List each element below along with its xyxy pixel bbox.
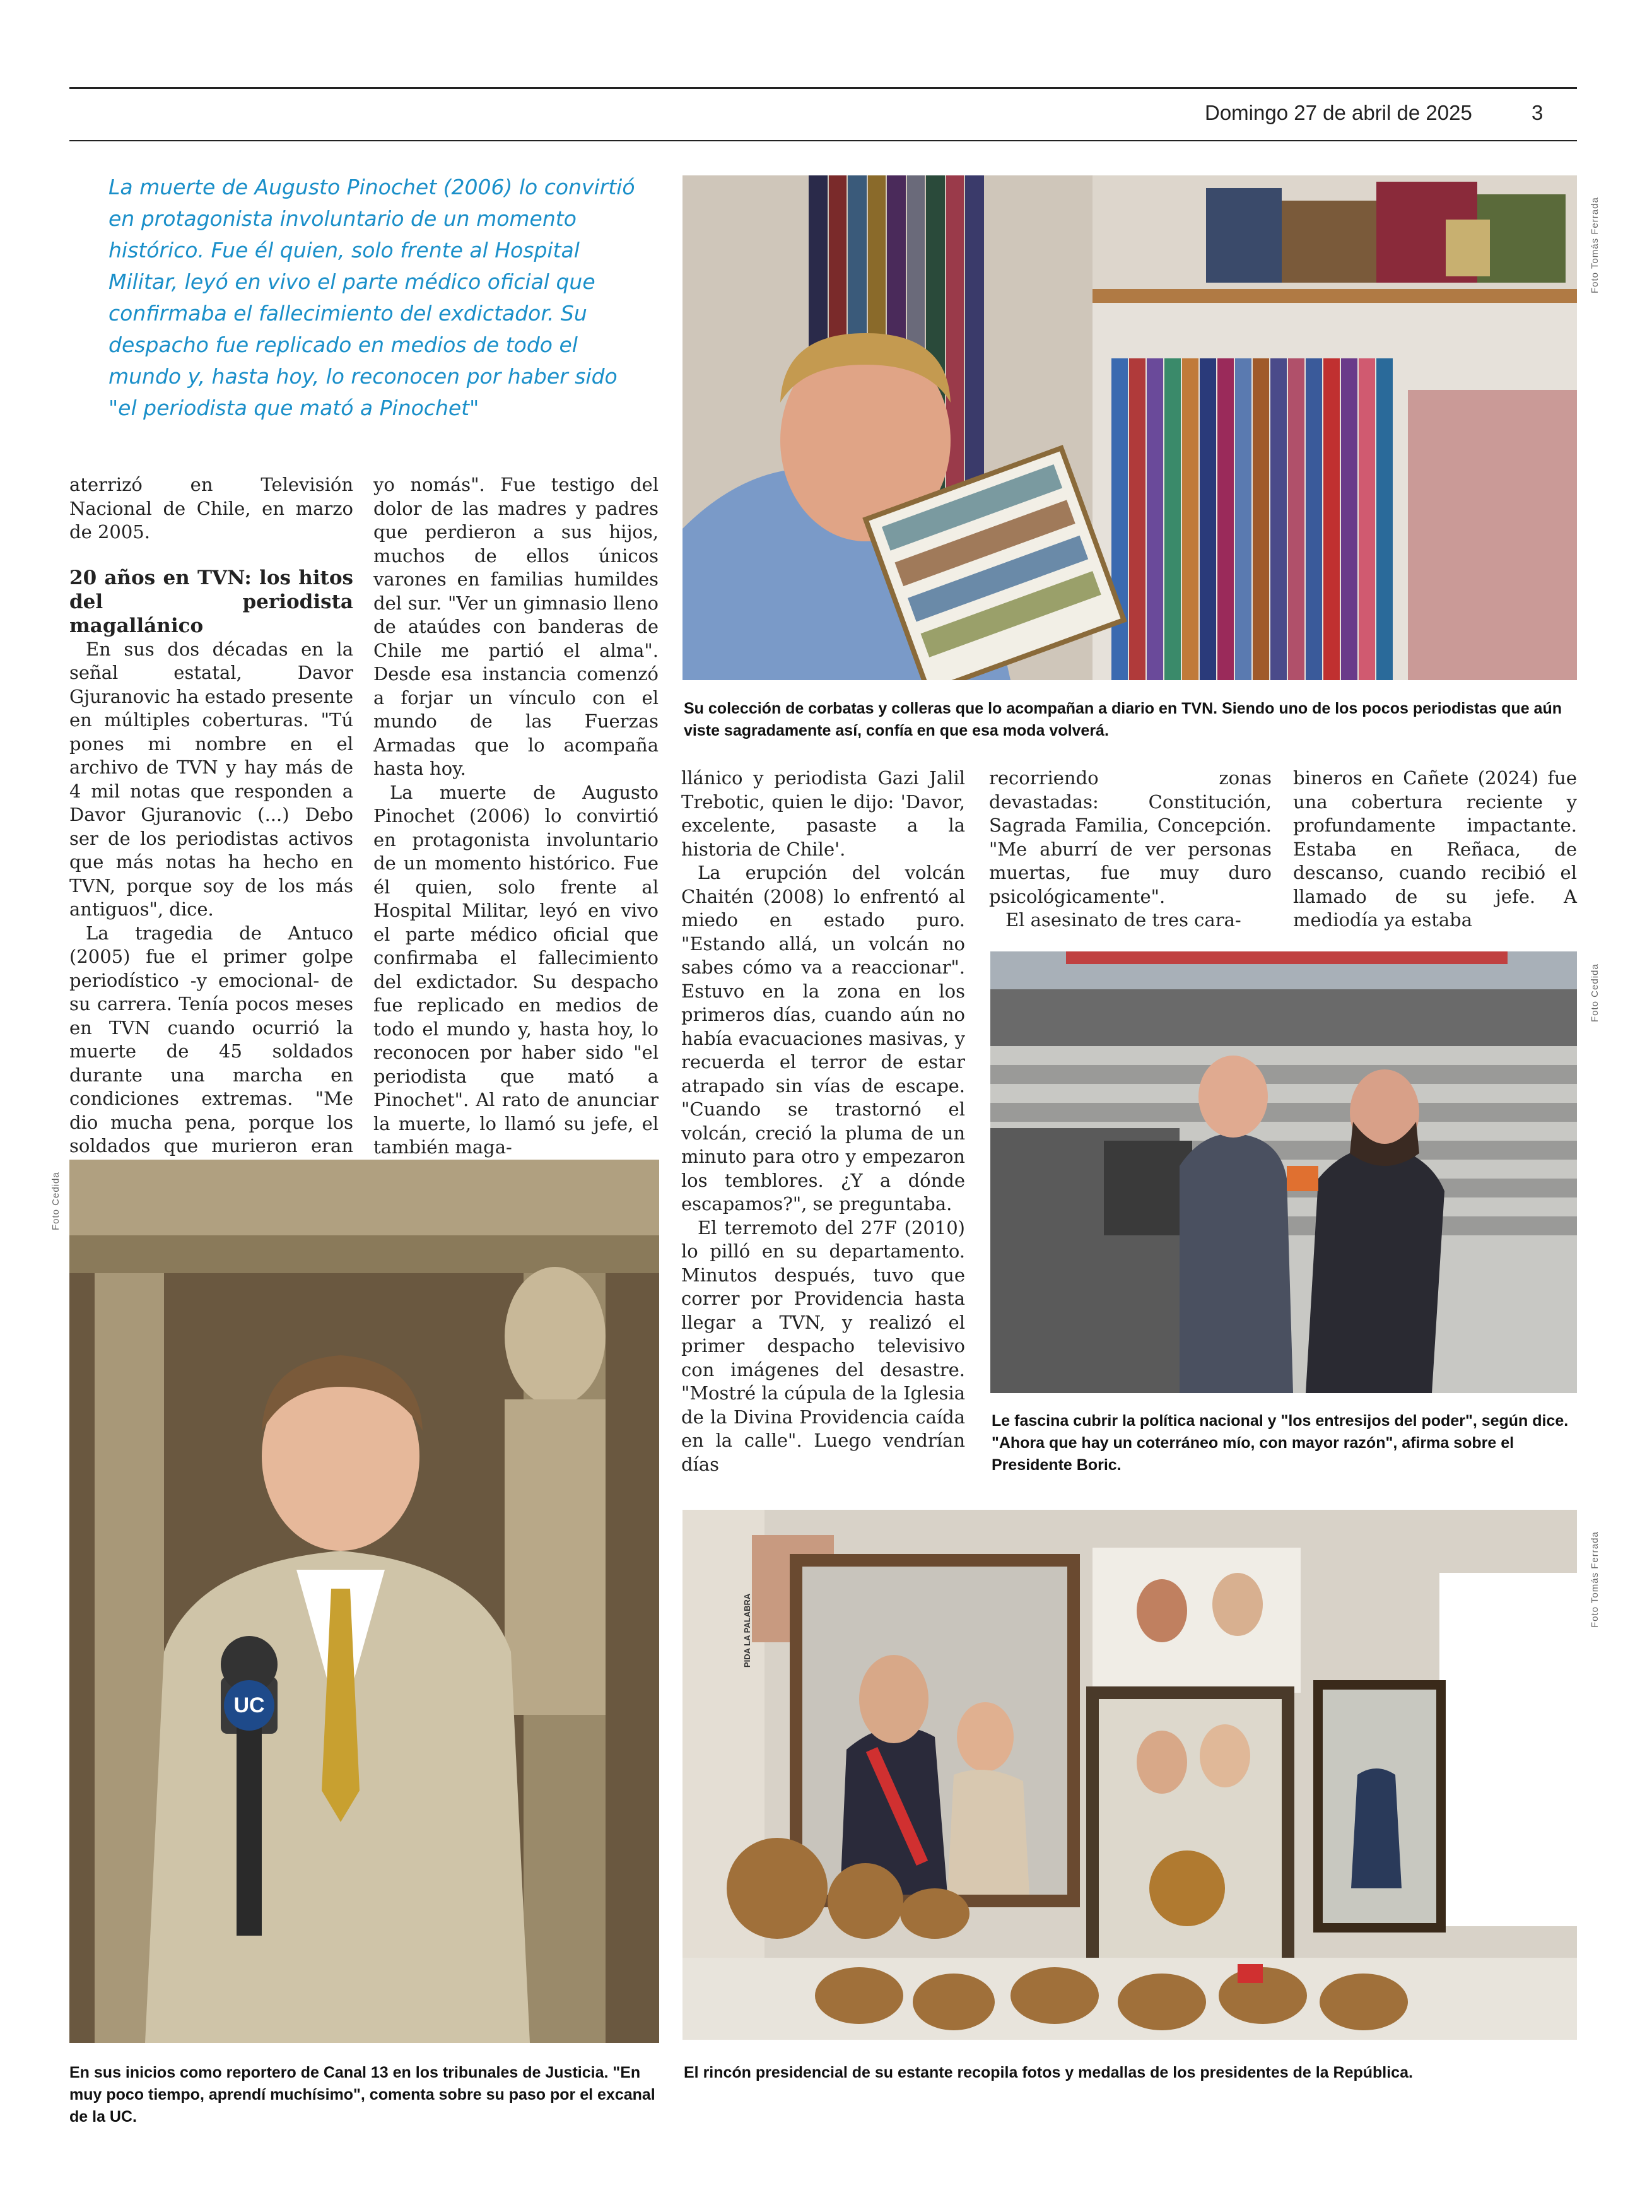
photo-ties-collection: [682, 175, 1577, 680]
photo-credit: Foto Cedida: [1590, 963, 1600, 1022]
article-paragraph: llánico y periodista Gazi Jalil Trebotic, quien le dijo: 'Davor, excelente, pasaste a la historia de Chile'.: [681, 767, 965, 860]
photo-credit: Foto Cedida: [50, 1172, 61, 1230]
article-subhead: 20 años en TVN: los hitos del periodista magallánico: [69, 566, 353, 637]
top-rule: [69, 87, 1577, 89]
article-paragraph: En sus dos décadas en la señal estatal, Davor Gjuranovic ha estado presente en múltiples coberturas. "Tú pones mi nombre en el archivo de TVN y hay más de 4 mil notas que responden a Davor Gjuranovic (...) Debo ser de los periodistas activos que más notas ha hecho en TVN, porque soy de los más antiguos", dice.: [69, 638, 353, 920]
article-paragraph: bineros en Cañete (2024) fue una cobertura reciente y profundamente impactante. Estaba en Reñaca, de descanso, cuando recibió el llamado de su jefe. A mediodía ya estaba: [1293, 767, 1577, 931]
photo-reporter-canal13: [69, 1160, 659, 2043]
photo-credit: Foto Tomás Ferrada: [1590, 1531, 1600, 1628]
photo-boric-interview: [990, 951, 1577, 1393]
article-paragraph: El terremoto del 27F (2010) lo pilló en su departamento. Minutos después, tuvo que correr por Providencia hasta llegar a TVN, y realizó el primer despacho televisivo con imágenes del desastre. "Mostré la cúpula de la Iglesia de la Divina Providencia caída en la calle". Luego vendrían días: [681, 1216, 965, 1475]
article-paragraph: yo nomás". Fue testigo del dolor de las madres y padres que perdieron a sus hijos, muchos de ellos únicos varones en familias humildes del sur. "Ver un gimnasio lleno de ataúdes con banderas de Chile me partió el alma". Desde esa instancia comenzó a forjar un vínculo con el mundo de las Fuerzas Armadas que lo acompaña hasta hoy.: [373, 474, 659, 779]
book-spine-text: PIDA LA PALABRA: [742, 1593, 752, 1668]
article-column-2: [373, 473, 659, 1160]
pull-quote: La muerte de Augusto Pinochet (2006) lo convirtió en protagonista involuntario de un momento histórico. Fue él quien, solo frente al Hospital Militar, leyó en vivo el parte médico oficial que confirmaba el fallecimiento del exdictador. Su despacho fue replicado en medios de todo el mundo y, hasta hoy, lo reconocen por haber sido "el periodista que mató a Pinochet": [108, 175, 635, 420]
photo-caption: El rincón presidencial de su estante recopila fotos y medallas de los presidentes de la República.: [684, 2064, 1413, 2081]
microphone-uc-logo: UC: [224, 1680, 274, 1731]
article-paragraph: La muerte de Augusto Pinochet (2006) lo convirtió en protagonista involuntario de un momento histórico. Fue él quien, solo frente al Hospital Militar, leyó en vivo el parte médico oficial que confirmaba el fallecimiento del exdictador. Su despacho fue replicado en medios de todo el mundo y, hasta hoy, lo reconocen por haber sido "el periodista que mató a Pinochet". Al rato de anunciar la muerte, lo llamó su jefe, el también maga-: [373, 781, 659, 1158]
photo-presidential-shelf: [682, 1510, 1577, 2040]
article-paragraph: La erupción del volcán Chaitén (2008) lo enfrentó al miedo en estado puro. "Estando allá, un volcán no sabes cómo va a reaccionar". Estuvo en la zona en los primeros días, cuando aún no había evacuaciones masivas, y recuerda el terror de estar atrapado sin vías de escape. "Cuando se trastornó el volcán, creció la pluma de un minuto para otro y empezaron los temblores. ¿Y a dónde escapamos?", se preguntaba.: [681, 862, 965, 1215]
article-paragraph: La tragedia de Antuco (2005) fue el primer golpe periodístico -y emocional- de su carrera. Tenía pocos meses en TVN cuando ocurrió la muerte de 45 soldados durante una marcha en condiciones extremas. "Me dio mucha pena, porque los soldados que murieron eran: [69, 922, 353, 1156]
photo-caption: En sus inicios como reportero de Canal 13 en los tribunales de Justicia. "En muy poco tiempo, aprendí muchísimo", comenta sobre su paso por el excanal de la UC.: [69, 2064, 655, 2126]
photo-credit: Foto Tomás Ferrada: [1590, 197, 1600, 293]
header-date: Domingo 27 de abril de 2025: [1205, 101, 1472, 124]
article-column-5: [1293, 767, 1577, 932]
article-paragraph: aterrizó en Televisión Nacional de Chile, en marzo de 2005.: [69, 474, 353, 543]
article-column-3: [681, 767, 965, 1476]
photo-caption: Le fascina cubrir la política nacional y "los entresijos del poder", según dice. "Ahora que hay un coterráneo mío, con mayor razón", afirma sobre el Presidente Boric.: [992, 1412, 1569, 1474]
page-number: 3: [1532, 101, 1544, 124]
article-paragraph: recorriendo zonas devastadas: Constitución, Sagrada Familia, Concepción. "Me aburrí de ver personas muertas, fue muy duro psicológicamente".: [989, 767, 1272, 907]
article-paragraph: El asesinato de tres cara-: [1005, 909, 1241, 931]
header-bottom-rule: [69, 140, 1577, 141]
photo-caption: Su colección de corbatas y colleras que lo acompañan a diario en TVN. Siendo uno de los pocos periodistas que aún viste sagradamente así, confía en que esa moda volverá.: [684, 700, 1562, 739]
article-column-1: [69, 473, 353, 1182]
article-column-4: [989, 767, 1272, 932]
